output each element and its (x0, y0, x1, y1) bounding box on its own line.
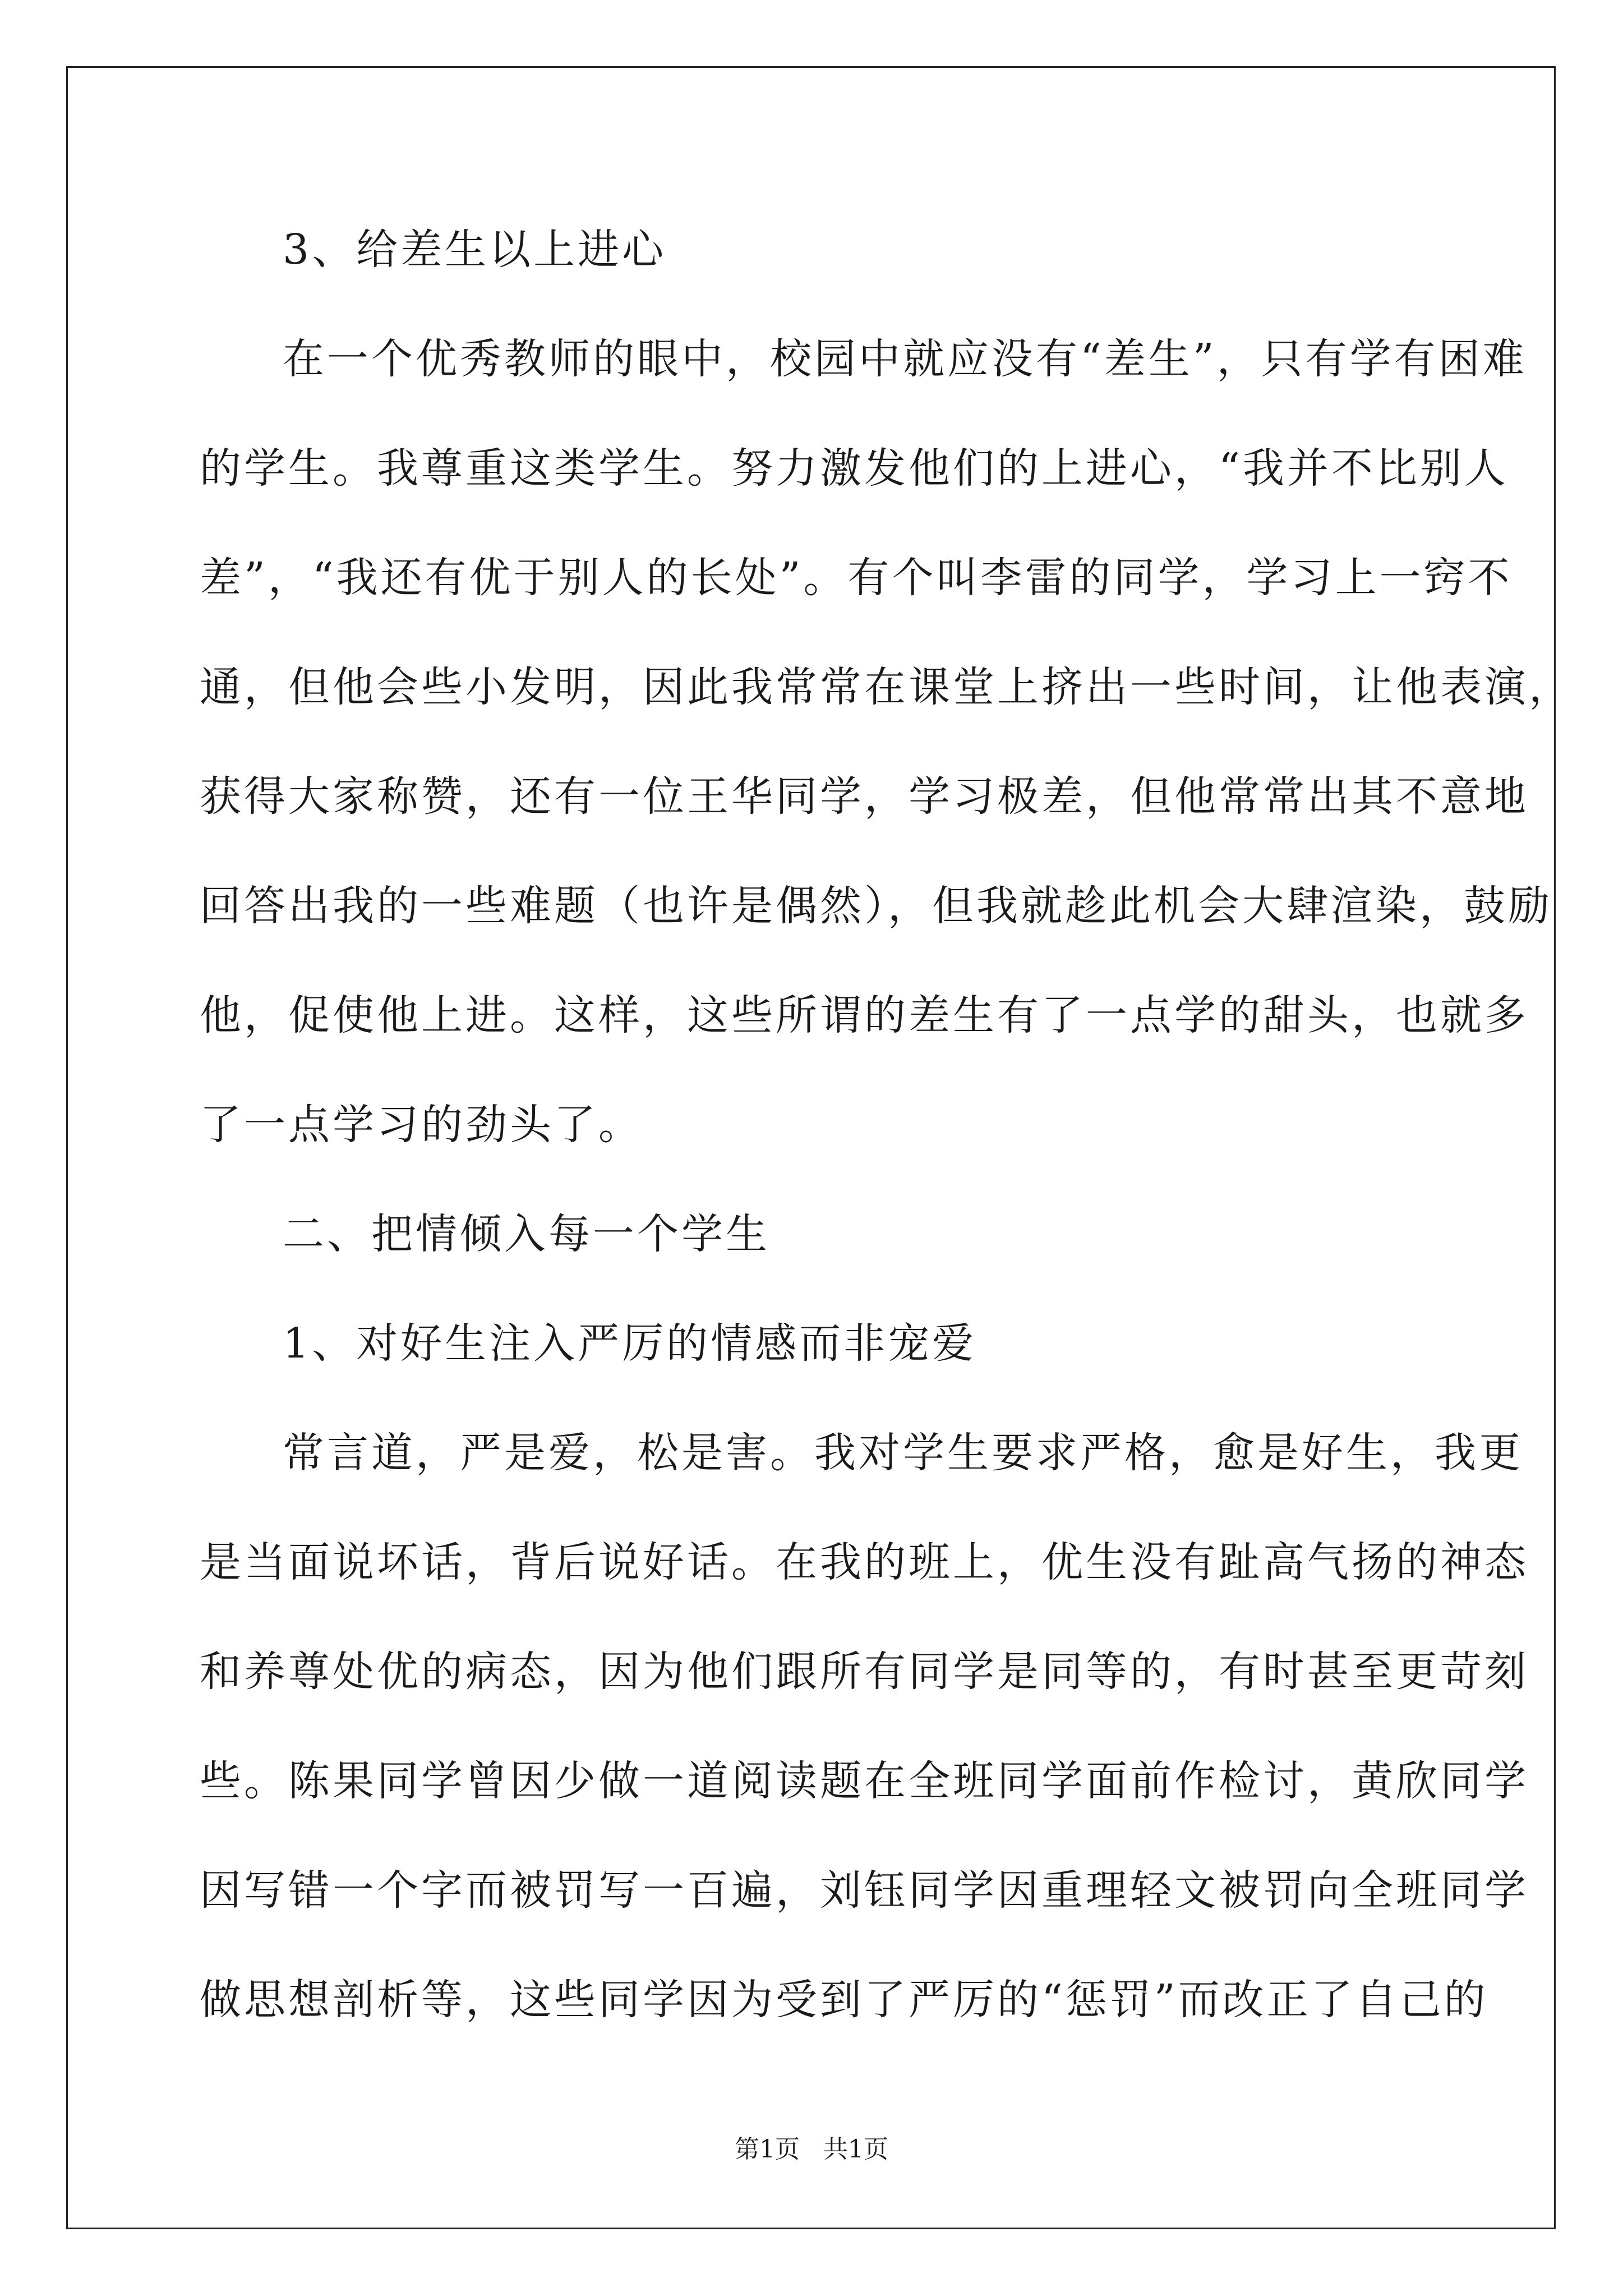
paragraph-line: 因写错一个字而被罚写一百遍，刘钰同学因重理轻文被罚向全班同学 (200, 1866, 1529, 1915)
paragraph-line: 是当面说坏话，背后说好话。在我的班上，优生没有趾高气扬的神态 (200, 1538, 1529, 1586)
paragraph-line: 差”，“我还有优于别人的长处”。有个叫李雷的同学，学习上一窍不 (200, 554, 1513, 602)
paragraph-line: 回答出我的一些难题（也许是偶然），但我就趁此机会大肆渲染，鼓励 (200, 882, 1552, 930)
paragraph-line: 和养尊处优的病态，因为他们跟所有同学是同等的，有时甚至更苛刻 (200, 1648, 1529, 1696)
section-heading-2: 二、把情倾入每一个学生 (283, 1210, 770, 1258)
paragraph-line: 了一点学习的劲头了。 (200, 1101, 643, 1149)
paragraph-line: 通，但他会些小发明，因此我常常在课堂上挤出一些时间，让他表演， (200, 663, 1573, 711)
paragraph-line: 些。陈果同学曾因少做一道阅读题在全班同学面前作检讨，黄欣同学 (200, 1757, 1529, 1805)
paragraph-line: 获得大家称赞，还有一位王华同学，学习极差，但他常常出其不意地 (200, 772, 1529, 821)
paragraph-line: 常言道，严是爱，松是害。我对学生要求严格，愈是好生，我更 (283, 1429, 1523, 1477)
paragraph-line: 他，促使他上进。这样，这些所谓的差生有了一点学的甜头，也就多 (200, 991, 1529, 1039)
paragraph-line: 在一个优秀教师的眼中，校园中就应没有“差生”，只有学有困难 (283, 335, 1527, 383)
page-number-footer: 第1页 共1页 (735, 2135, 888, 2164)
heading-3: 3、给差生以上进心 (283, 226, 667, 274)
paragraph-line: 的学生。我尊重这类学生。努力激发他们的上进心，“我并不比别人 (200, 444, 1509, 493)
heading-1: 1、对好生注入严厉的情感而非宠爱 (283, 1319, 977, 1368)
paragraph-line: 做思想剖析等，这些同学因为受到了严厉的“惩罚”而改正了自己的 (200, 1976, 1488, 2024)
